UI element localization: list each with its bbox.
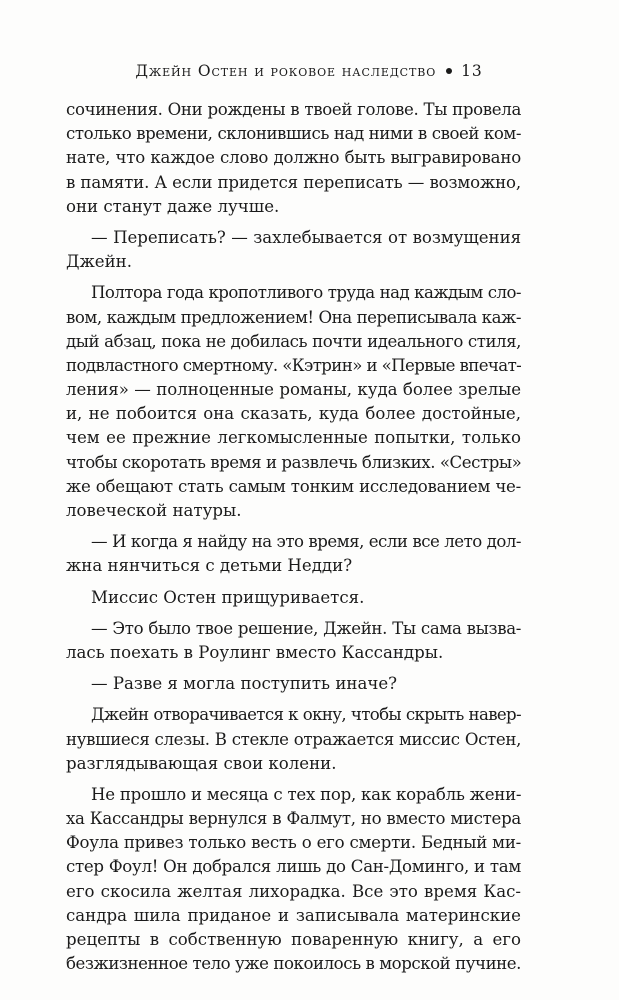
text-line: Полтора года кропотливого труда над каждым сло- bbox=[91, 283, 521, 303]
text-line: они станут даже лучше. bbox=[66, 196, 280, 216]
page-number: 13 bbox=[461, 62, 483, 80]
text-line: Миссис Остен прищуривается. bbox=[91, 587, 365, 607]
text-line: нате, что каждое слово должно быть выгравировано bbox=[66, 148, 521, 168]
text-line: его скосила желтая лихорадка. Все это время Кас- bbox=[66, 881, 521, 901]
text-line: — И когда я найду на это время, если все лето дол- bbox=[91, 532, 521, 552]
bullet-separator-icon bbox=[446, 68, 452, 74]
text-line: сандра шила приданое и записывала материнские bbox=[66, 905, 521, 925]
running-header bbox=[66, 62, 552, 80]
text-line: нувшиеся слезы. В стекле отражается миссис Остен, bbox=[66, 729, 521, 749]
text-line: Не прошло и месяца с тех пор, как корабль жени- bbox=[91, 784, 522, 804]
running-header-title: Джейн Остен и роковое наследство bbox=[135, 62, 437, 80]
text-line: и, не побоится она сказать, куда более достойные, bbox=[66, 404, 521, 424]
text-line: Фоула привез только весть о его смерти. Бедный ми- bbox=[66, 833, 521, 853]
text-line: лась поехать в Роулинг вместо Кассандры. bbox=[66, 642, 444, 662]
text-line: Джейн. bbox=[66, 252, 132, 272]
text-line: столько времени, склонившись над ними в своей ком- bbox=[66, 124, 521, 144]
text-line: в памяти. А если придется переписать — возможно, bbox=[66, 172, 521, 192]
text-line: — Разве я могла поступить иначе? bbox=[91, 674, 398, 694]
text-line: жна нянчиться с детьми Недди? bbox=[66, 556, 353, 576]
text-line: безжизненное тело уже покоилось в морской пучине. bbox=[66, 954, 521, 974]
text-line: ловеческой натуры. bbox=[66, 501, 242, 520]
text-line: — Это было твое решение, Джейн. Ты сама вызва- bbox=[91, 618, 521, 638]
text-line: вом, каждым предложением! Она переписывала каж- bbox=[66, 307, 521, 327]
text-line: чтобы скоротать время и развлечь близких. «Сестры» bbox=[66, 452, 522, 472]
text-line: же обещают стать самым тонким исследованием че- bbox=[66, 476, 521, 496]
text-line: ха Кассандры вернулся в Фалмут, но вместо мистера bbox=[66, 809, 521, 829]
text-line: рецепты в собственную поваренную книгу, а его bbox=[66, 930, 521, 949]
text-line: стер Фоул! Он добрался лишь до Сан-Доминго, и там bbox=[66, 857, 521, 877]
body-text bbox=[66, 98, 521, 976]
text-line: сочинения. Они рождены в твоей голове. Ты провела bbox=[66, 100, 521, 119]
text-line: — Переписать? — захлебывается от возмущения bbox=[91, 227, 521, 247]
text-line: дый абзац, пока не добилась почти идеального стиля, bbox=[66, 331, 521, 351]
text-line: подвластного смертному. «Кэтрин» и «Первые впечат- bbox=[66, 355, 522, 375]
text-line: Джейн отворачивается к окну, чтобы скрыть навер- bbox=[91, 705, 521, 725]
text-line: разглядывающая свои колени. bbox=[66, 753, 337, 773]
text-line: чем ее прежние легкомысленные попытки, только bbox=[66, 428, 521, 448]
text-line: ления» — полноценные романы, куда более зрелые bbox=[66, 380, 521, 400]
